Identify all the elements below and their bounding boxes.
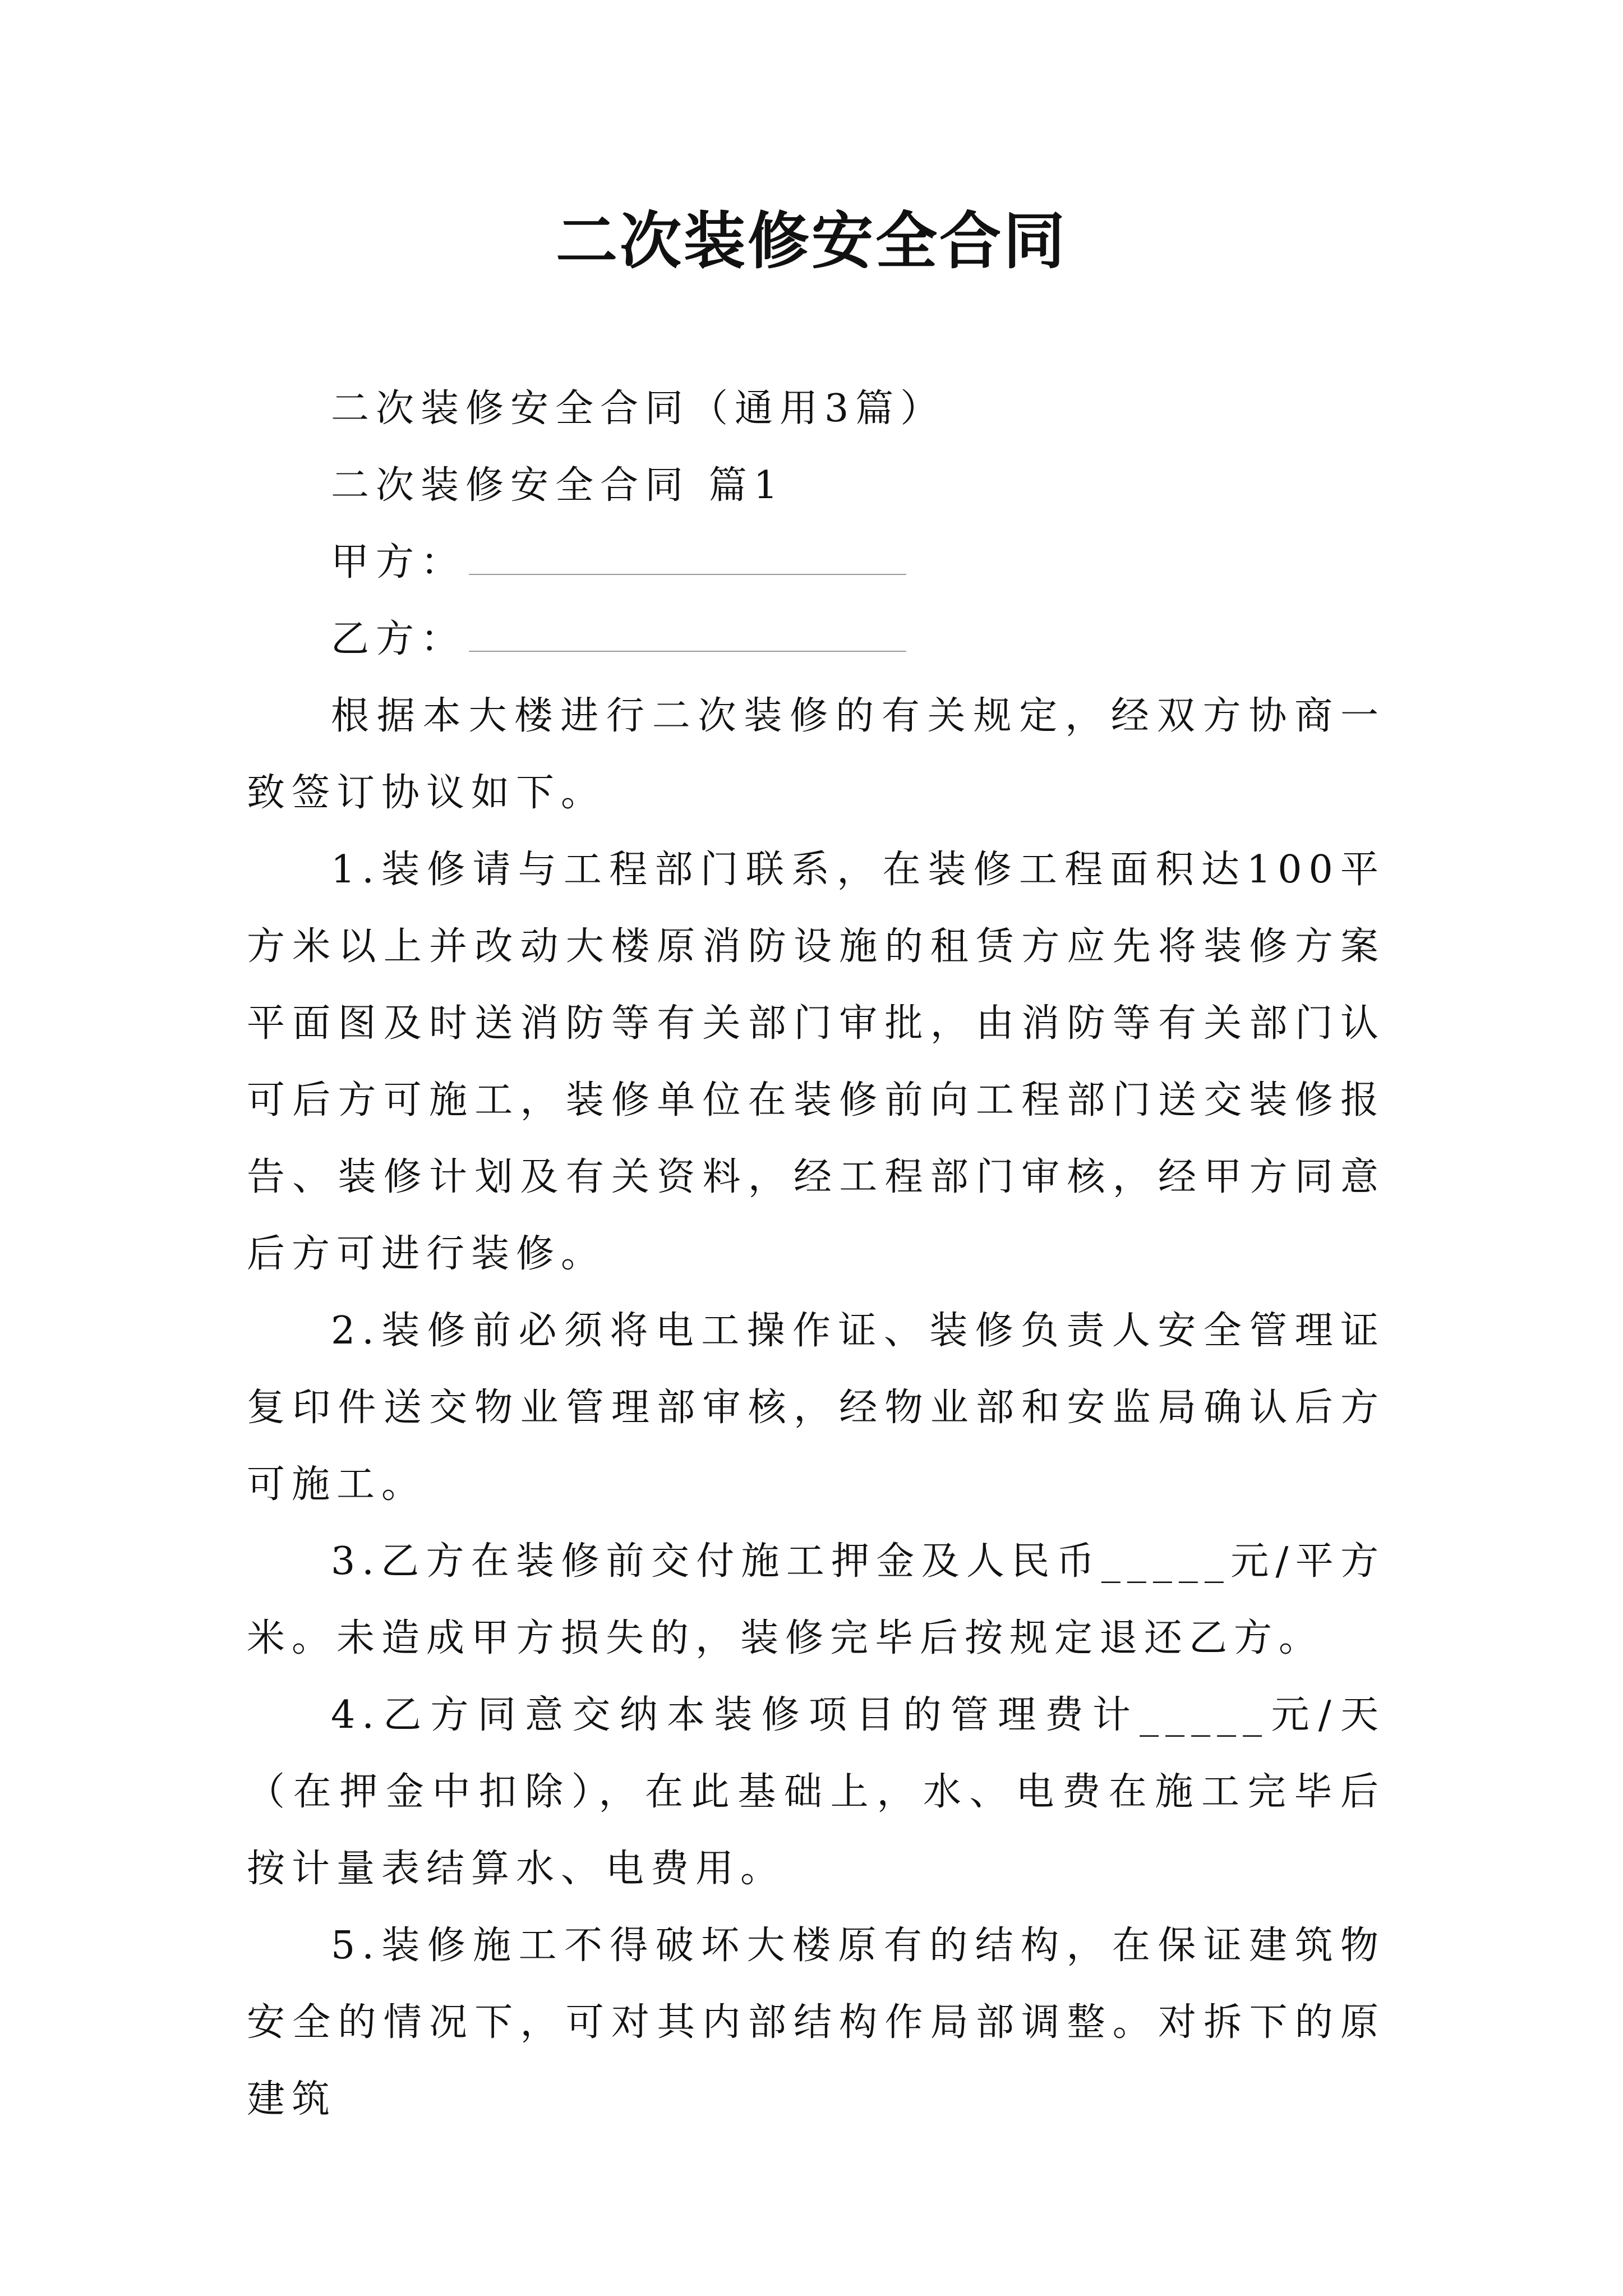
party-a-line	[247, 524, 1385, 601]
paragraph-clause-2: 2.装修前必须将电工操作证、装修负责人安全管理证复印件送交物业管理部审核，经物业部和安监局确认后方可施工。	[247, 1309, 1385, 1507]
paragraph-clause-3: 3.乙方在装修前交付施工押金及人民币_____元/平方米。未造成甲方损失的，装修完毕后按规定退还乙方。	[247, 1539, 1385, 1660]
party-a-label: 甲方：	[331, 540, 466, 585]
paragraph-intro: 根据本大楼进行二次装修的有关规定，经双方协商一致签订协议如下。	[247, 694, 1385, 815]
document-body	[247, 370, 1385, 2138]
document-subtitle: 二次装修安全合同（通用3篇）	[331, 386, 946, 431]
party-b-line	[247, 601, 1385, 678]
section-heading: 二次装修安全合同 篇1	[331, 463, 785, 508]
party-a-blank	[469, 540, 906, 575]
party-b-blank	[469, 617, 906, 652]
party-b-label: 乙方：	[331, 617, 466, 661]
paragraph-clause-4: 4.乙方同意交纳本装修项目的管理费计_____元/天（在押金中扣除），在此基础上，水、电费在施工完毕后按计量表结算水、电费用。	[247, 1693, 1385, 1891]
document-title: 二次装修安全合同	[556, 205, 1067, 277]
paragraph-clause-1: 1.装修请与工程部门联系，在装修工程面积达100平方米以上并改动大楼原消防设施的租赁方应先将装修方案平面图及时送消防等有关部门审批，由消防等有关部门认可后方可施工，装修单位在装修前向工程部门送交装修报告、装修计划及有关资料，经工程部门审核，经甲方同意后方可进行装修。	[247, 848, 1385, 1276]
paragraph-clause-5: 5.装修施工不得破坏大楼原有的结构，在保证建筑物安全的情况下，可对其内部结构作局部调整。对拆下的原建筑	[247, 1924, 1385, 2122]
